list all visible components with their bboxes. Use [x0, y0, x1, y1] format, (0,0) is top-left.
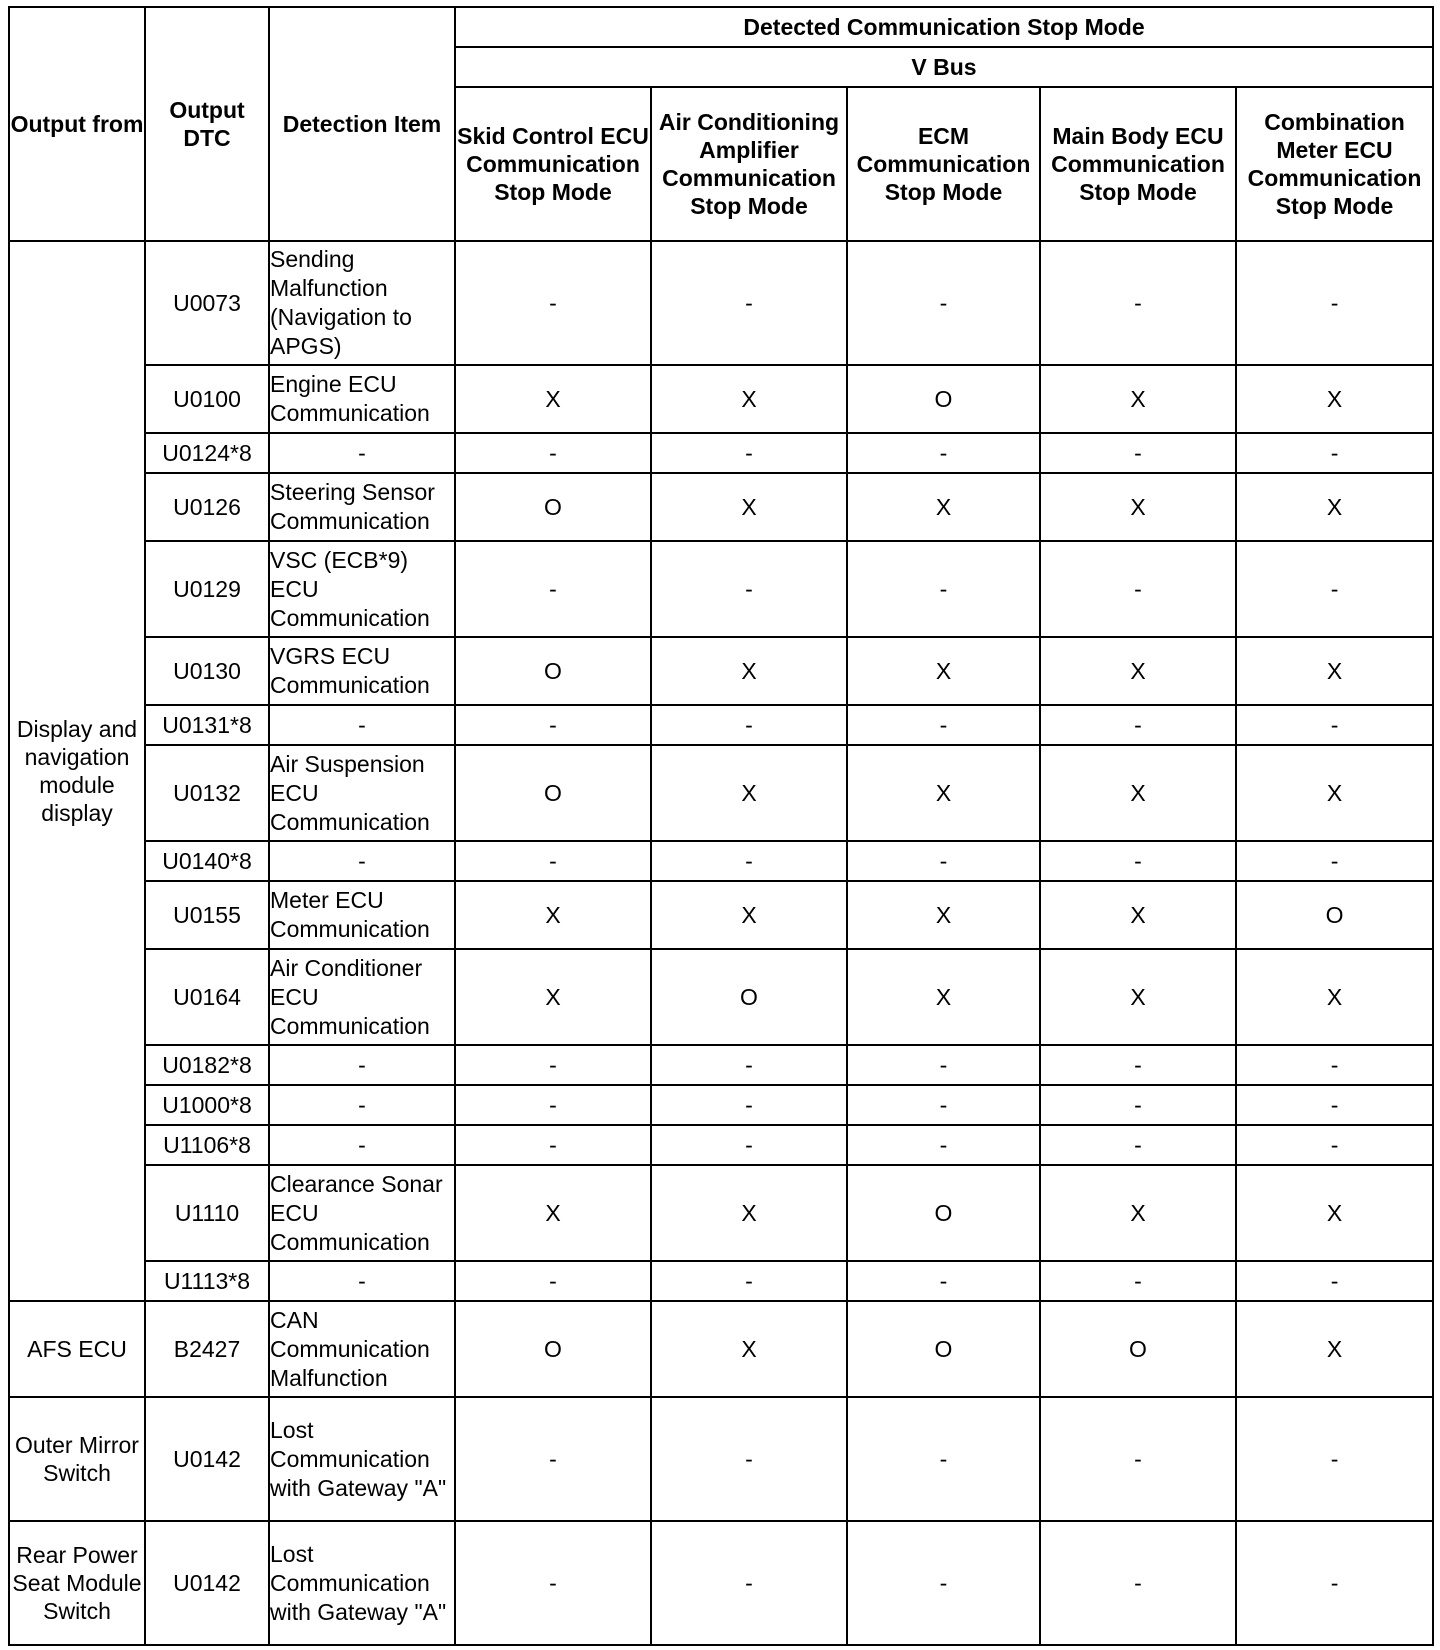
- mode-cell-skid-control: -: [455, 1045, 651, 1085]
- mode-cell-main-body: X: [1040, 365, 1236, 433]
- table-row: [9, 1521, 1433, 1645]
- mode-cell-ecm: -: [847, 1085, 1040, 1125]
- detection-item-cell: -: [269, 841, 455, 881]
- mode-cell-skid-control: -: [455, 841, 651, 881]
- mode-cell-air-conditioning: -: [651, 1261, 847, 1301]
- mode-cell-ecm: O: [847, 1165, 1040, 1261]
- mode-cell-skid-control: X: [455, 365, 651, 433]
- output-dtc-cell: U0124*8: [145, 433, 269, 473]
- mode-cell-air-conditioning: -: [651, 541, 847, 637]
- mode-cell-combination-meter: X: [1236, 1301, 1433, 1397]
- mode-cell-combination-meter: X: [1236, 745, 1433, 841]
- mode-cell-ecm: O: [847, 1301, 1040, 1397]
- mode-cell-air-conditioning: X: [651, 1301, 847, 1397]
- mode-cell-main-body: -: [1040, 541, 1236, 637]
- mode-cell-air-conditioning: X: [651, 881, 847, 949]
- detection-item-cell: -: [269, 433, 455, 473]
- mode-cell-ecm: X: [847, 745, 1040, 841]
- table-row: [9, 745, 1433, 841]
- table-row: [9, 1045, 1433, 1085]
- dtc-table: [8, 6, 1434, 1646]
- mode-cell-air-conditioning: -: [651, 1521, 847, 1645]
- mode-cell-combination-meter: -: [1236, 1125, 1433, 1165]
- detection-item-cell: Sending Malfunction (Navigation to APGS): [269, 241, 455, 365]
- mode-cell-air-conditioning: -: [651, 1045, 847, 1085]
- mode-cell-ecm: X: [847, 473, 1040, 541]
- header-mode-main-body: Main Body ECU Communication Stop Mode: [1040, 87, 1236, 241]
- mode-cell-ecm: O: [847, 365, 1040, 433]
- mode-cell-combination-meter: O: [1236, 881, 1433, 949]
- output-dtc-cell: U0164: [145, 949, 269, 1045]
- output-dtc-cell: U0140*8: [145, 841, 269, 881]
- detection-item-cell: Lost Communication with Gateway "A": [269, 1397, 455, 1521]
- header-output-dtc: Output DTC: [145, 7, 269, 241]
- mode-cell-skid-control: O: [455, 1301, 651, 1397]
- mode-cell-skid-control: -: [455, 1397, 651, 1521]
- mode-cell-combination-meter: X: [1236, 365, 1433, 433]
- output-dtc-cell: U1106*8: [145, 1125, 269, 1165]
- mode-cell-main-body: -: [1040, 1125, 1236, 1165]
- mode-cell-combination-meter: X: [1236, 949, 1433, 1045]
- header-detection-item: Detection Item: [269, 7, 455, 241]
- mode-cell-main-body: X: [1040, 473, 1236, 541]
- mode-cell-ecm: X: [847, 949, 1040, 1045]
- mode-cell-skid-control: X: [455, 1165, 651, 1261]
- table-row: [9, 1085, 1433, 1125]
- mode-cell-combination-meter: -: [1236, 1045, 1433, 1085]
- table-row: [9, 637, 1433, 705]
- mode-cell-air-conditioning: X: [651, 365, 847, 433]
- output-dtc-cell: U0073: [145, 241, 269, 365]
- mode-cell-skid-control: -: [455, 1261, 651, 1301]
- mode-cell-main-body: O: [1040, 1301, 1236, 1397]
- output-from-cell: AFS ECU: [9, 1301, 145, 1397]
- mode-cell-main-body: -: [1040, 705, 1236, 745]
- table-row: [9, 705, 1433, 745]
- mode-cell-skid-control: O: [455, 637, 651, 705]
- mode-cell-combination-meter: -: [1236, 1397, 1433, 1521]
- table-row: [9, 1125, 1433, 1165]
- header-detected-mode: Detected Communication Stop Mode: [455, 7, 1433, 47]
- mode-cell-air-conditioning: X: [651, 637, 847, 705]
- mode-cell-air-conditioning: -: [651, 1085, 847, 1125]
- table-row: [9, 1165, 1433, 1261]
- mode-cell-combination-meter: -: [1236, 1521, 1433, 1645]
- table-row: [9, 949, 1433, 1045]
- detection-item-cell: -: [269, 1261, 455, 1301]
- mode-cell-air-conditioning: -: [651, 1397, 847, 1521]
- mode-cell-air-conditioning: X: [651, 473, 847, 541]
- mode-cell-skid-control: -: [455, 1085, 651, 1125]
- table-header: [9, 7, 1433, 241]
- output-dtc-cell: U0142: [145, 1521, 269, 1645]
- mode-cell-combination-meter: X: [1236, 637, 1433, 705]
- mode-cell-air-conditioning: -: [651, 705, 847, 745]
- mode-cell-main-body: -: [1040, 241, 1236, 365]
- detection-item-cell: Steering Sensor Communication: [269, 473, 455, 541]
- mode-cell-main-body: -: [1040, 1085, 1236, 1125]
- detection-item-cell: -: [269, 705, 455, 745]
- mode-cell-main-body: X: [1040, 949, 1236, 1045]
- mode-cell-main-body: -: [1040, 841, 1236, 881]
- mode-cell-skid-control: -: [455, 541, 651, 637]
- mode-cell-ecm: -: [847, 1397, 1040, 1521]
- mode-cell-combination-meter: -: [1236, 705, 1433, 745]
- mode-cell-air-conditioning: -: [651, 433, 847, 473]
- output-dtc-cell: U1110: [145, 1165, 269, 1261]
- output-dtc-cell: U0131*8: [145, 705, 269, 745]
- table-row: [9, 365, 1433, 433]
- output-dtc-cell: U1000*8: [145, 1085, 269, 1125]
- table-row: [9, 1301, 1433, 1397]
- mode-cell-air-conditioning: X: [651, 745, 847, 841]
- detection-item-cell: Lost Communication with Gateway "A": [269, 1521, 455, 1645]
- output-dtc-cell: U0126: [145, 473, 269, 541]
- detection-item-cell: Engine ECU Communication: [269, 365, 455, 433]
- mode-cell-combination-meter: -: [1236, 433, 1433, 473]
- header-mode-air-conditioning: Air Conditioning Amplifier Communication Stop Mode: [651, 87, 847, 241]
- mode-cell-skid-control: -: [455, 705, 651, 745]
- table-row: [9, 541, 1433, 637]
- mode-cell-main-body: X: [1040, 1165, 1236, 1261]
- mode-cell-combination-meter: -: [1236, 1085, 1433, 1125]
- header-mode-ecm: ECM Communication Stop Mode: [847, 87, 1040, 241]
- detection-item-cell: Meter ECU Communication: [269, 881, 455, 949]
- mode-cell-skid-control: O: [455, 473, 651, 541]
- table-row: [9, 241, 1433, 365]
- output-dtc-cell: U0130: [145, 637, 269, 705]
- table-row: [9, 1397, 1433, 1521]
- detection-item-cell: Air Conditioner ECU Communication: [269, 949, 455, 1045]
- detection-item-cell: Clearance Sonar ECU Communication: [269, 1165, 455, 1261]
- mode-cell-main-body: X: [1040, 637, 1236, 705]
- output-dtc-cell: B2427: [145, 1301, 269, 1397]
- table-body: [9, 241, 1433, 1645]
- table-row: [9, 433, 1433, 473]
- table-row: [9, 841, 1433, 881]
- detection-item-cell: VSC (ECB*9) ECU Communication: [269, 541, 455, 637]
- output-dtc-cell: U0100: [145, 365, 269, 433]
- mode-cell-ecm: -: [847, 1521, 1040, 1645]
- output-dtc-cell: U0129: [145, 541, 269, 637]
- detection-item-cell: -: [269, 1085, 455, 1125]
- header-mode-combination-meter: Combination Meter ECU Communication Stop Mode: [1236, 87, 1433, 241]
- output-from-cell: Display and navigation module display: [9, 241, 145, 1301]
- output-dtc-cell: U0142: [145, 1397, 269, 1521]
- mode-cell-ecm: -: [847, 241, 1040, 365]
- mode-cell-main-body: -: [1040, 1045, 1236, 1085]
- mode-cell-ecm: X: [847, 637, 1040, 705]
- detection-item-cell: VGRS ECU Communication: [269, 637, 455, 705]
- mode-cell-air-conditioning: -: [651, 241, 847, 365]
- mode-cell-main-body: X: [1040, 881, 1236, 949]
- mode-cell-main-body: -: [1040, 1521, 1236, 1645]
- mode-cell-main-body: -: [1040, 1261, 1236, 1301]
- mode-cell-combination-meter: -: [1236, 1261, 1433, 1301]
- header-output-from: Output from: [9, 7, 145, 241]
- mode-cell-skid-control: O: [455, 745, 651, 841]
- mode-cell-skid-control: -: [455, 1125, 651, 1165]
- output-dtc-cell: U0182*8: [145, 1045, 269, 1085]
- detection-item-cell: Air Suspension ECU Communication: [269, 745, 455, 841]
- mode-cell-combination-meter: X: [1236, 1165, 1433, 1261]
- mode-cell-main-body: -: [1040, 433, 1236, 473]
- mode-cell-main-body: X: [1040, 745, 1236, 841]
- mode-cell-skid-control: X: [455, 881, 651, 949]
- mode-cell-combination-meter: X: [1236, 473, 1433, 541]
- output-from-cell: Outer Mirror Switch: [9, 1397, 145, 1521]
- mode-cell-ecm: -: [847, 541, 1040, 637]
- mode-cell-skid-control: -: [455, 433, 651, 473]
- detection-item-cell: CAN Communication Malfunction: [269, 1301, 455, 1397]
- output-from-cell: Rear Power Seat Module Switch: [9, 1521, 145, 1645]
- mode-cell-ecm: -: [847, 1261, 1040, 1301]
- mode-cell-air-conditioning: -: [651, 841, 847, 881]
- mode-cell-air-conditioning: -: [651, 1125, 847, 1165]
- output-dtc-cell: U0132: [145, 745, 269, 841]
- mode-cell-ecm: -: [847, 1045, 1040, 1085]
- header-v-bus: V Bus: [455, 47, 1433, 87]
- header-mode-skid-control: Skid Control ECU Communication Stop Mode: [455, 87, 651, 241]
- mode-cell-skid-control: -: [455, 241, 651, 365]
- mode-cell-ecm: -: [847, 705, 1040, 745]
- table-row: [9, 473, 1433, 541]
- mode-cell-skid-control: X: [455, 949, 651, 1045]
- mode-cell-combination-meter: -: [1236, 841, 1433, 881]
- mode-cell-combination-meter: -: [1236, 541, 1433, 637]
- detection-item-cell: -: [269, 1045, 455, 1085]
- table-row: [9, 881, 1433, 949]
- mode-cell-combination-meter: -: [1236, 241, 1433, 365]
- mode-cell-skid-control: -: [455, 1521, 651, 1645]
- table-row: [9, 1261, 1433, 1301]
- output-dtc-cell: U1113*8: [145, 1261, 269, 1301]
- detection-item-cell: -: [269, 1125, 455, 1165]
- mode-cell-main-body: -: [1040, 1397, 1236, 1521]
- mode-cell-air-conditioning: X: [651, 1165, 847, 1261]
- mode-cell-air-conditioning: O: [651, 949, 847, 1045]
- output-dtc-cell: U0155: [145, 881, 269, 949]
- mode-cell-ecm: -: [847, 433, 1040, 473]
- mode-cell-ecm: -: [847, 841, 1040, 881]
- mode-cell-ecm: -: [847, 1125, 1040, 1165]
- mode-cell-ecm: X: [847, 881, 1040, 949]
